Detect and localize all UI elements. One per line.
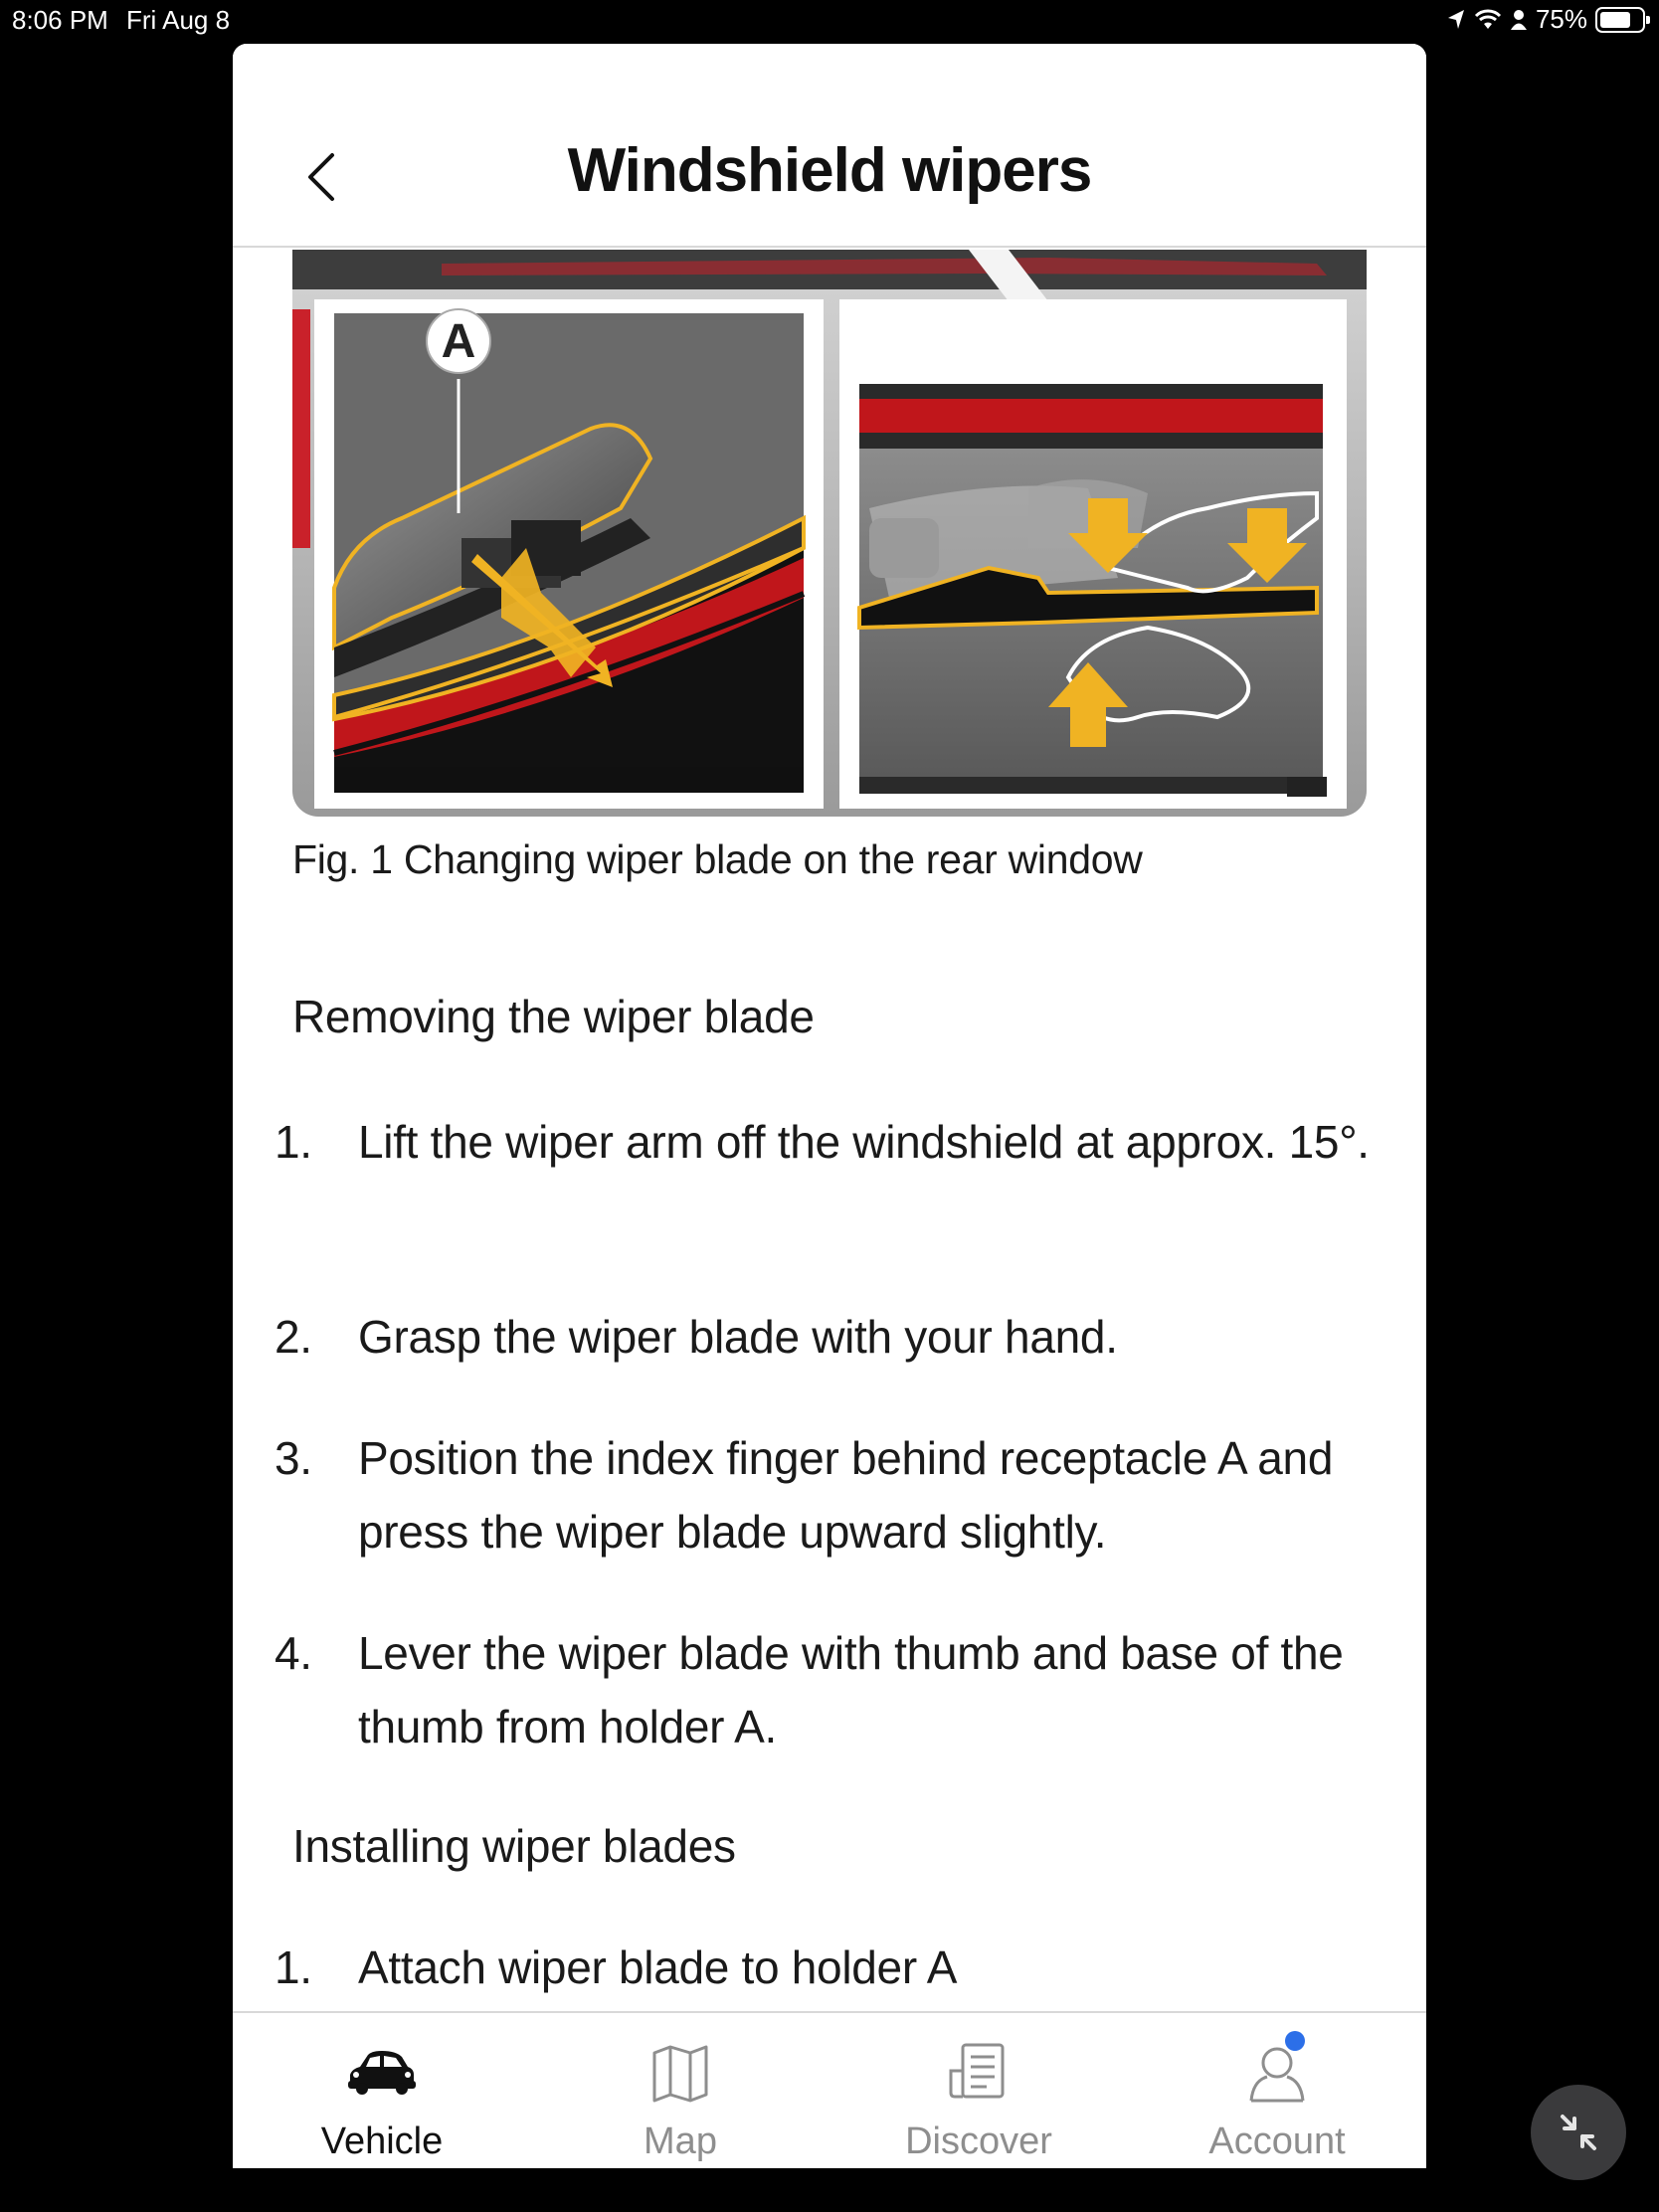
status-time: 8:06 PM: [12, 5, 108, 35]
tab-label: Discover: [905, 2120, 1052, 2162]
tab-label: Vehicle: [320, 2120, 444, 2162]
tab-map[interactable]: [531, 2013, 830, 2168]
step-text: Grasp the wiper blade with your hand.: [358, 1311, 1118, 1363]
list-item: [275, 1421, 1398, 1568]
list-item: [275, 1616, 1398, 1763]
wiper-figure: [292, 250, 1367, 817]
battery-icon: [1595, 7, 1645, 33]
list-item: [275, 1105, 1398, 1179]
page-header: [233, 44, 1426, 248]
person-status-icon: [1510, 9, 1528, 31]
map-icon: [641, 2041, 720, 2105]
detail-panel-left: [314, 299, 824, 809]
page-title: Windshield wipers: [567, 136, 1092, 205]
collapse-arrows-icon: [1531, 2085, 1626, 2180]
status-indicators: [1446, 4, 1645, 35]
figure-caption: Fig. 1 Changing wiper blade on the rear window: [292, 836, 1143, 882]
wifi-icon: [1474, 9, 1502, 31]
status-date: Fri Aug 8: [126, 5, 231, 35]
step-text: Position the index finger behind receptacle A and press the wiper blade upward slightly.: [358, 1432, 1334, 1558]
article-content[interactable]: [233, 250, 1426, 2053]
step-text: Lift the wiper arm off the windshield at approx. 15°.: [358, 1116, 1370, 1168]
tab-label: Account: [1208, 2120, 1346, 2162]
tab-account[interactable]: [1128, 2013, 1426, 2168]
status-bar: [0, 0, 1659, 40]
location-icon: [1446, 9, 1466, 31]
news-icon: [939, 2041, 1018, 2105]
step-number: 4.: [275, 1627, 312, 1679]
person-icon: [1237, 2041, 1317, 2105]
installing-heading: Installing wiper blades: [292, 1820, 736, 1872]
battery-level: [1600, 12, 1630, 28]
step-number: 3.: [275, 1432, 312, 1484]
tab-bar: [233, 2011, 1426, 2168]
car-icon: [342, 2041, 422, 2105]
removing-heading: Removing the wiper blade: [292, 991, 815, 1042]
notification-badge: [1285, 2031, 1305, 2051]
receptacle-a-label: A: [441, 315, 476, 368]
tab-discover[interactable]: [830, 2013, 1128, 2168]
step-number: 2.: [275, 1311, 312, 1363]
app-window: [233, 44, 1426, 2168]
detail-panel-right: [839, 299, 1347, 809]
battery-percent: 75%: [1535, 4, 1587, 34]
list-item: [275, 1931, 1398, 2004]
list-item: [275, 1300, 1398, 1374]
tab-vehicle[interactable]: [233, 2013, 531, 2168]
step-number: 1.: [275, 1941, 312, 1993]
step-text: Lever the wiper blade with thumb and base of the thumb from holder A.: [358, 1627, 1344, 1752]
step-text: Attach wiper blade to holder A: [358, 1941, 958, 1993]
collapse-button[interactable]: [1531, 2085, 1626, 2180]
step-number: 1.: [275, 1116, 312, 1168]
tab-label: Map: [644, 2120, 717, 2162]
